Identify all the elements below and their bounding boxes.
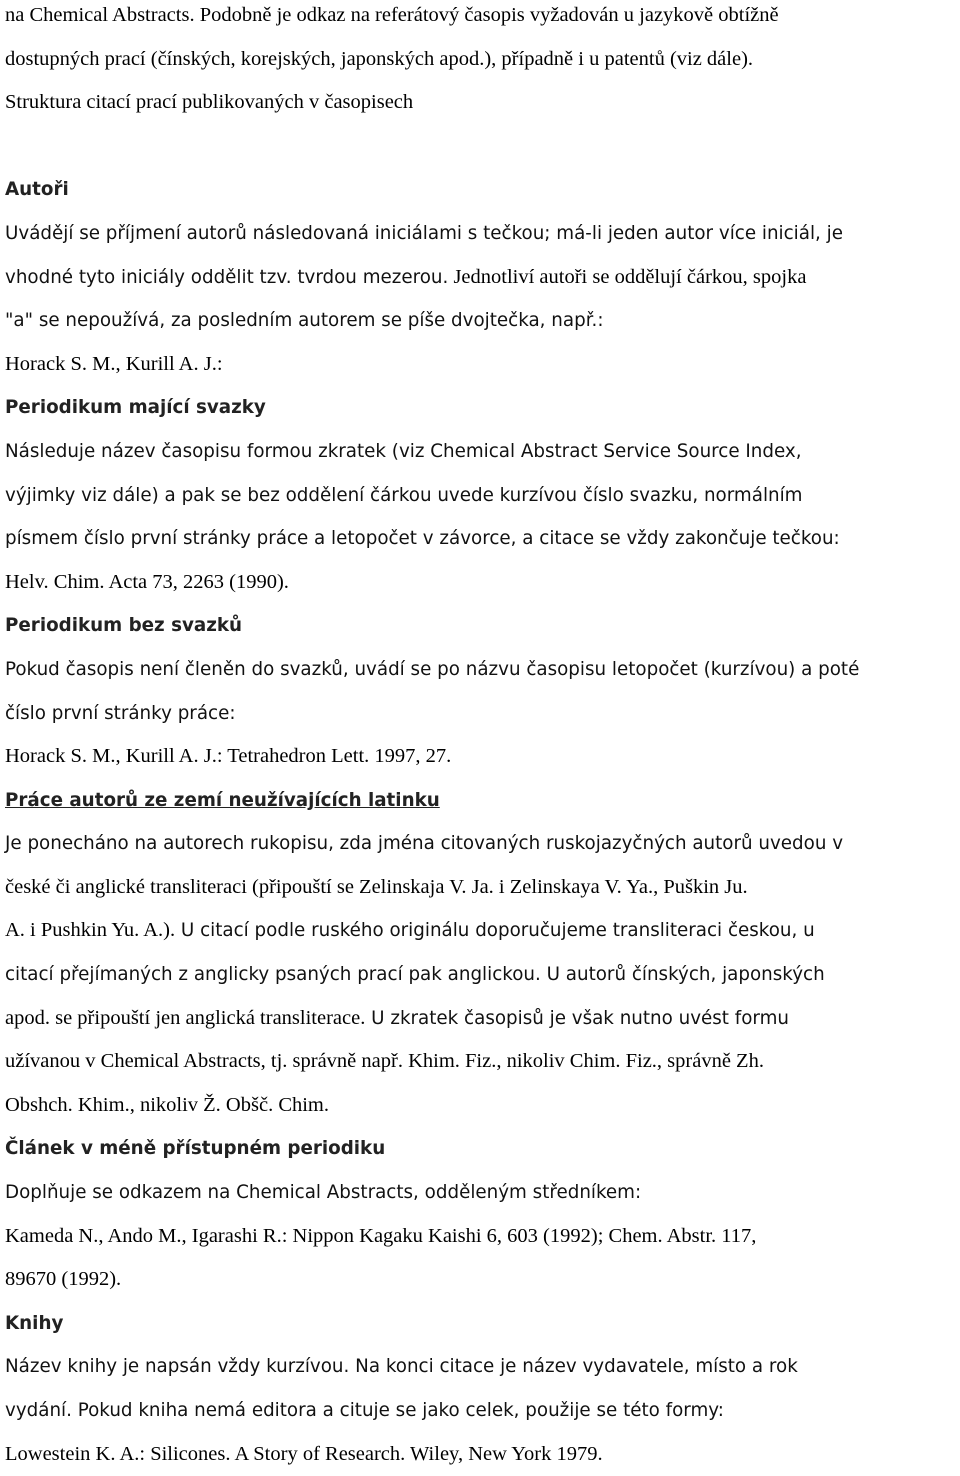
non-latin-heading: Práce autorů ze zemí neužívajících latinku	[5, 789, 440, 811]
non-latin-line-1: Je ponecháno na autorech rukopisu, zda jména citovaných ruskojazyčných autorů uvedou v	[5, 833, 844, 855]
non-latin-line-5a: apod. se připouští jen anglická transliterace.	[5, 1006, 366, 1029]
books-example: Lowestein K. A.: Silicones. A Story of Research. Wiley, New York 1979.	[5, 1442, 603, 1465]
less-accessible-line-2: Kameda N., Ando M., Igarashi R.: Nippon Kagaku Kaishi 6, 603 (1992); Chem. Abstr. 117,	[5, 1224, 757, 1247]
intro-line-3: Struktura citací prací publikovaných v časopisech	[5, 91, 414, 114]
authors-line-2b: Jednotliví autoři se oddělují čárkou, spojka	[448, 265, 807, 288]
less-accessible-line-3: 89670 (1992).	[5, 1268, 122, 1291]
books-line-2: vydání. Pokud kniha nemá editora a cituje se jako celek, použije se této formy:	[5, 1400, 724, 1421]
periodical-volumes-heading: Periodikum mající svazky	[5, 397, 266, 419]
periodical-volumes-line-1: Následuje název časopisu formou zkratek (viz Chemical Abstract Service Source Index,	[5, 440, 802, 462]
non-latin-line-4: citací přejímaných z anglicky psaných prací pak anglickou. U autorů čínských, japonských	[5, 964, 825, 986]
periodical-volumes-line-3: písmem číslo první stránky práce a letopočet v závorce, a citace se vždy zakončuje tečkou:	[5, 528, 840, 550]
periodical-volumes-line-2: výjimky viz dále) a pak se bez oddělení čárkou uvede kurzívou číslo svazku, normálním	[5, 484, 803, 506]
periodical-volumes-example: Helv. Chim. Acta 73, 2263 (1990).	[5, 570, 289, 593]
periodical-no-volumes-heading: Periodikum bez svazků	[5, 615, 243, 637]
intro-line-1: na Chemical Abstracts. Podobně je odkaz na referátový časopis vyžadován u jazykově obtížně	[5, 4, 779, 26]
spacer	[5, 125, 955, 169]
authors-line-2a: vhodné tyto iniciály oddělit tzv. tvrdou mezerou.	[5, 266, 449, 288]
non-latin-line-6: užívanou v Chemical Abstracts, tj. správně např. Khim. Fiz., nikoliv Chim. Fiz., správně Zh.	[5, 1050, 764, 1073]
non-latin-line-2: české či anglické transliteraci (připouští se Zelinskaja V. Ja. i Zelinskaya V. Ya., Puškin Ju.	[5, 875, 748, 898]
less-accessible-line-1: Doplňuje se odkazem na Chemical Abstracts, odděleným středníkem:	[5, 1182, 642, 1204]
non-latin-line-7: Obshch. Khim., nikoliv Ž. Obšč. Chim.	[5, 1093, 330, 1116]
books-heading: Knihy	[5, 1312, 64, 1334]
authors-line-2	[5, 256, 955, 300]
document-page	[5, 0, 955, 1476]
authors-line-1: Uvádějí se příjmení autorů následovaná iniciálami s tečkou; má-li jeden autor více iniciál, je	[5, 222, 843, 244]
non-latin-line-5b: U zkratek časopisů je však nutno uvést formu	[365, 1007, 789, 1029]
non-latin-line-5	[5, 997, 955, 1041]
intro-line-2: dostupných prací (čínských, korejských, japonských apod.), případně i u patentů (viz dále).	[5, 47, 754, 70]
non-latin-line-3	[5, 909, 955, 953]
authors-example: Horack S. M., Kurill A. J.:	[5, 352, 223, 375]
less-accessible-heading: Článek v méně přístupném periodiku	[5, 1138, 386, 1160]
periodical-no-volumes-line-1: Pokud časopis není členěn do svazků, uvádí se po názvu časopisu letopočet (kurzívou) a poté	[5, 658, 860, 680]
authors-heading: Autoři	[5, 179, 69, 201]
periodical-no-volumes-line-2: číslo první stránky práce:	[5, 702, 236, 724]
non-latin-line-3b: U citací podle ruského originálu doporučujeme transliteraci českou, u	[175, 920, 815, 942]
books-line-1: Název knihy je napsán vždy kurzívou. Na konci citace je název vydavatele, místo a rok	[5, 1356, 798, 1378]
periodical-no-volumes-example: Horack S. M., Kurill A. J.: Tetrahedron Lett. 1997, 27.	[5, 745, 452, 768]
authors-line-3: "a" se nepoužívá, za posledním autorem se píše dvojtečka, např.:	[5, 310, 604, 332]
non-latin-line-3a: A. i Pushkin Yu. A.).	[5, 919, 176, 942]
